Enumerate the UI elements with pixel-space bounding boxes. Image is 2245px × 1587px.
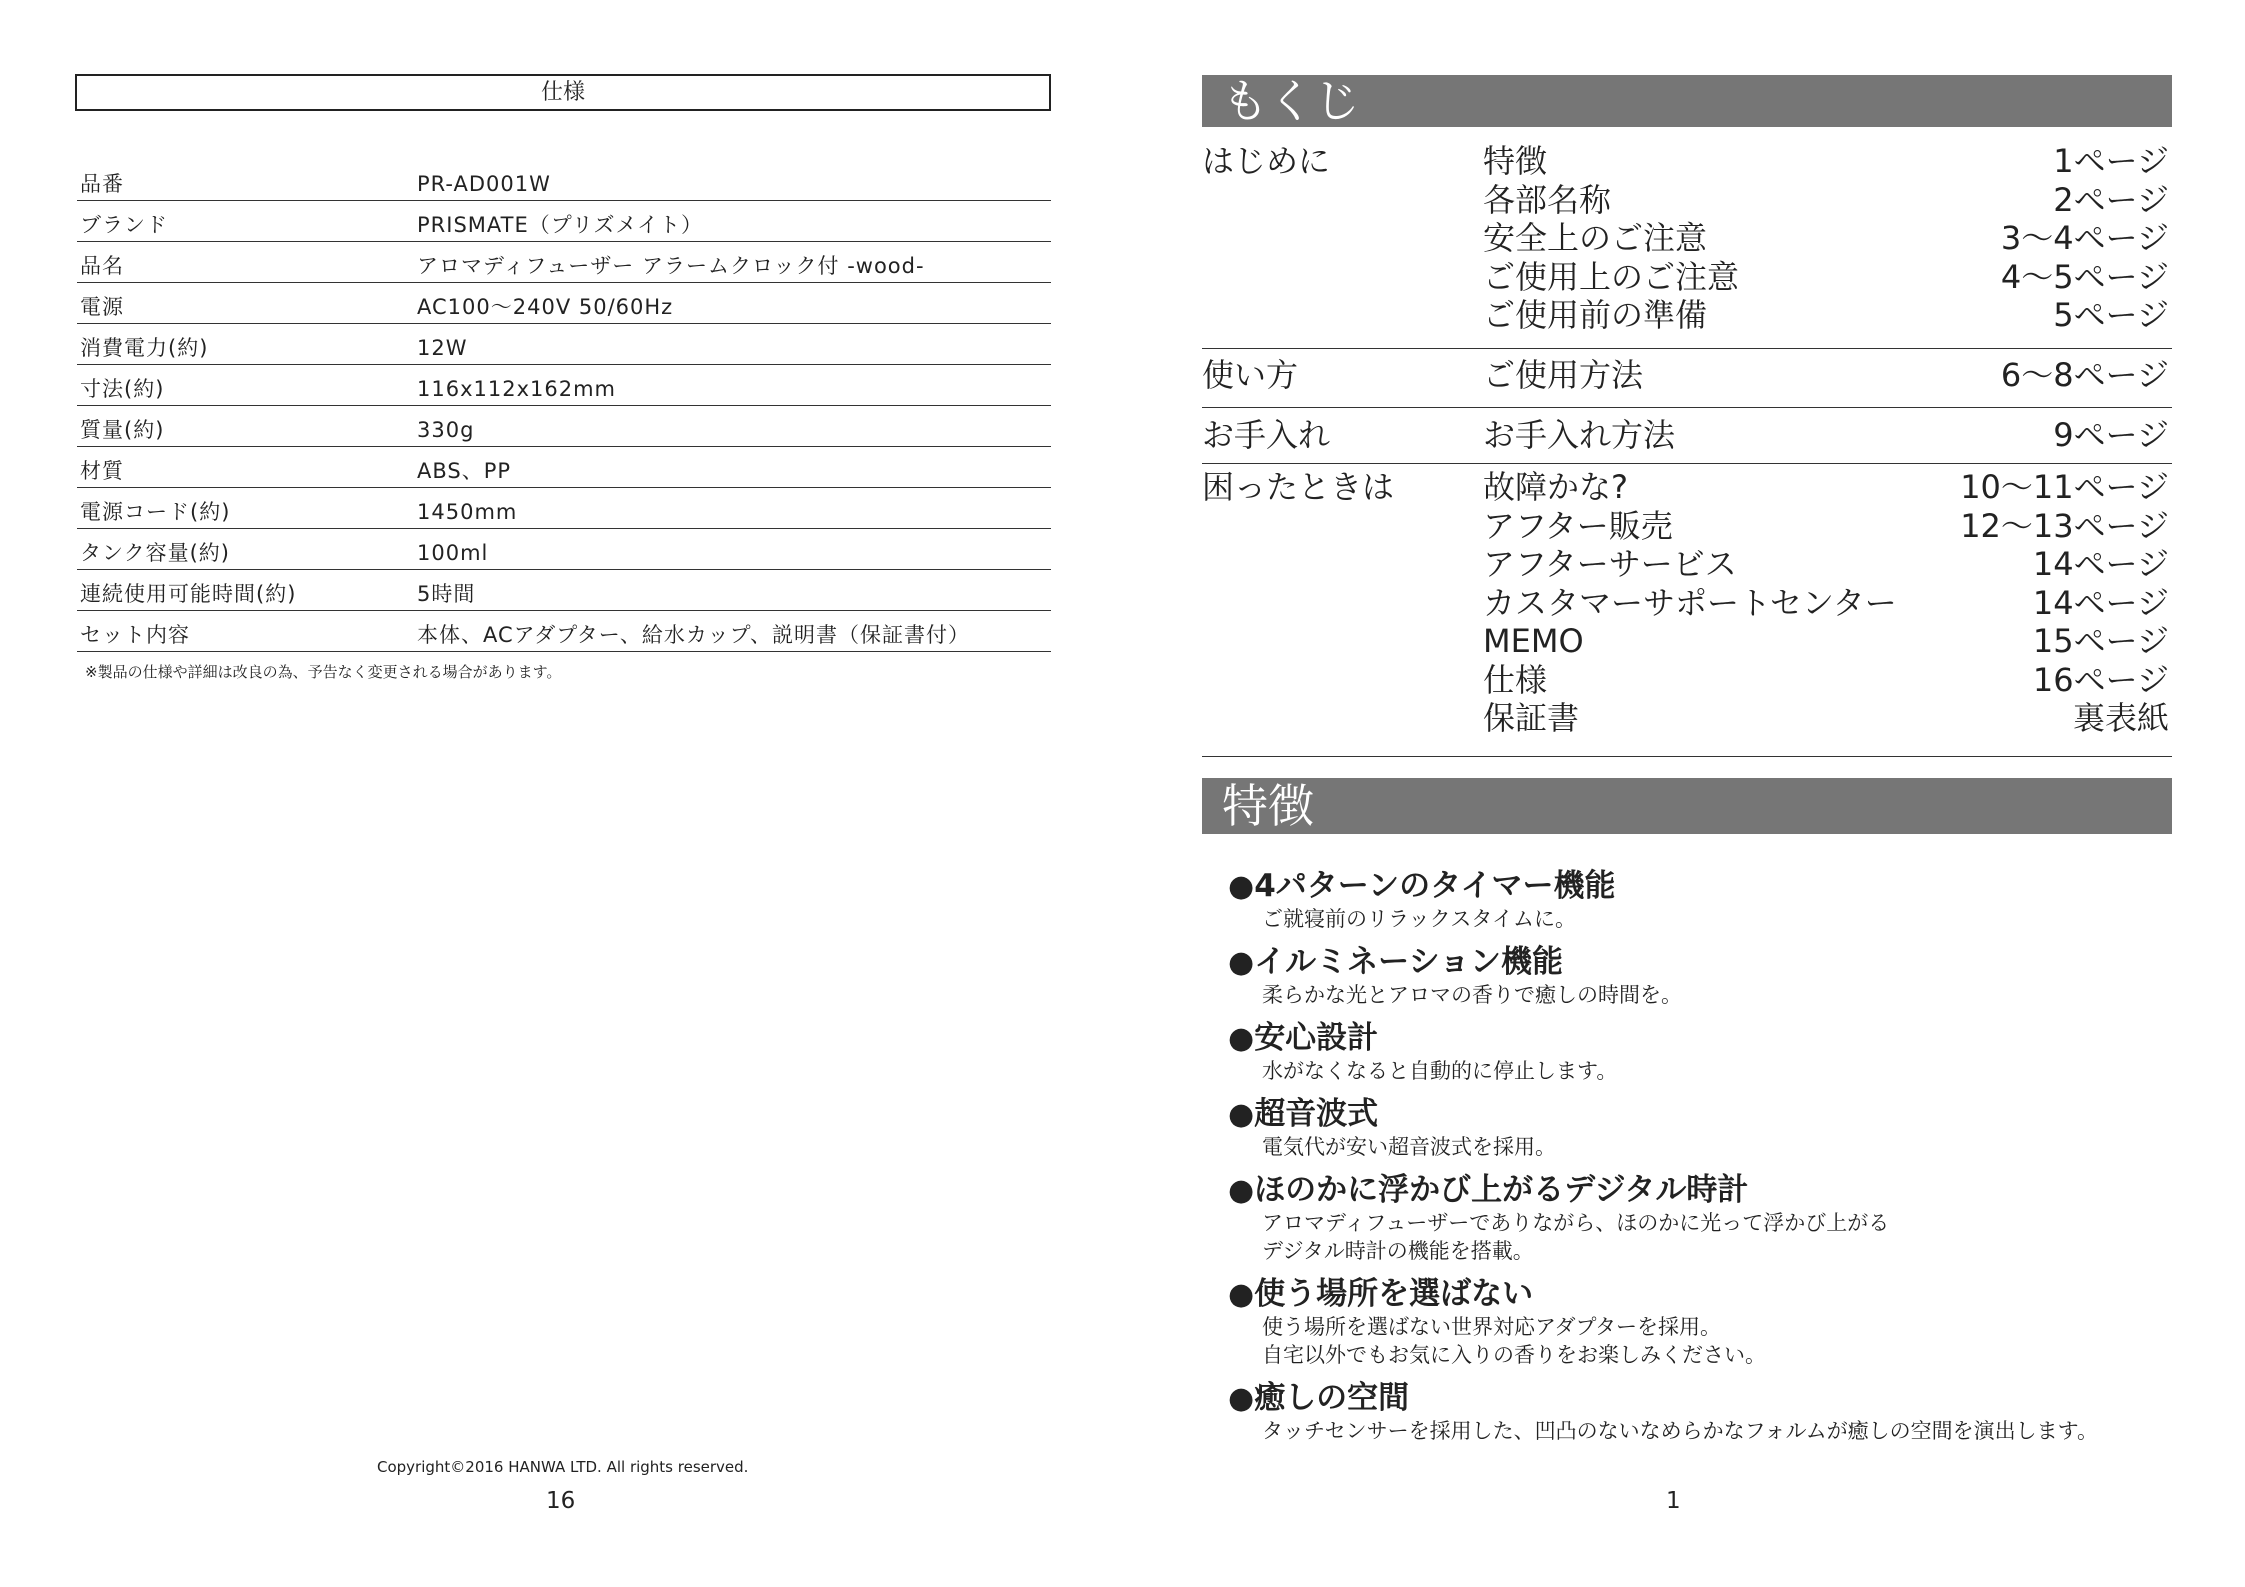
spec-row (77, 365, 1051, 406)
feature-title-line (1228, 1380, 2178, 1417)
feature-title-line (1228, 1096, 2178, 1133)
toc-item[interactable] (1483, 661, 2172, 700)
spec-row (77, 570, 1051, 611)
spec-key: 電源コード(約) (80, 500, 231, 524)
toc-item[interactable] (1483, 622, 2172, 661)
toc-item-page: 9ページ (2053, 416, 2169, 454)
toc-item[interactable] (1483, 545, 2172, 584)
toc-item-page: 2ページ (2053, 180, 2169, 219)
feature-title-line (1228, 1020, 2178, 1057)
toc-item-page: 14ページ (2032, 545, 2169, 583)
features-list (1228, 868, 2178, 1456)
bullet-icon: ● (1228, 869, 1255, 904)
spec-note: ※製品の仕様や詳細は改良の為、予告なく変更される場合があります。 (85, 663, 562, 681)
feature-title: 安心設計 (1254, 1020, 1379, 1056)
toc-item[interactable] (1483, 181, 2172, 220)
toc-item-page: 1ページ (2053, 142, 2169, 180)
spec-row (77, 160, 1051, 201)
toc-item[interactable] (1483, 416, 2172, 455)
feature-item (1228, 1276, 2178, 1369)
spec-key: 材質 (80, 459, 124, 483)
toc-item-page: 16ページ (2032, 660, 2169, 699)
toc-section-tsukaikata (1202, 356, 2172, 408)
feature-desc: 電気代が安い超音波式を採用。 (1262, 1135, 1556, 1159)
features-heading: 特徴 (1202, 778, 2172, 834)
toc-item-title: カスタマーサポートセンター (1483, 583, 1897, 622)
spec-value: AC100～240V 50/60Hz (417, 295, 674, 319)
feature-title-line (1228, 1172, 2178, 1209)
bullet-icon: ● (1228, 1021, 1255, 1056)
toc-item[interactable] (1483, 142, 2172, 181)
toc-item-page: 6～8ページ (2000, 356, 2169, 394)
toc-item-title: 仕様 (1483, 660, 1548, 699)
feature-title: 使う場所を選ばない (1254, 1276, 1534, 1312)
toc-category: 困ったときは (1202, 468, 1395, 506)
feature-item (1228, 1172, 2178, 1265)
feature-title: 超音波式 (1254, 1096, 1379, 1132)
toc-category: 使い方 (1202, 356, 1299, 394)
spec-value: 12W (417, 336, 468, 360)
feature-title: 4パターンのタイマー機能 (1254, 868, 1616, 904)
toc-item-title: お手入れ方法 (1483, 416, 1676, 454)
feature-desc: タッチセンサーを採用した、凹凸のないなめらかなフォルムが癒しの空間を演出します。 (1262, 1419, 2099, 1443)
toc-section-hajimeni (1202, 142, 2172, 349)
feature-desc: 使う場所を選ばない世界対応アダプターを採用。 (1262, 1315, 1722, 1339)
spec-row (77, 406, 1051, 447)
toc-category: はじめに (1202, 142, 1331, 180)
spec-key: 品番 (80, 172, 124, 196)
toc-item-page: 3～4ページ (2000, 219, 2169, 257)
toc-heading: もくじ (1202, 75, 2172, 127)
toc-item-page: 裏表紙 (2072, 699, 2169, 737)
spec-key: セット内容 (80, 623, 190, 647)
spec-value: 100ml (417, 541, 489, 565)
feature-desc: 自宅以外でもお気に入りの香りをお楽しみください。 (1262, 1343, 1766, 1367)
toc-section-oteire (1202, 416, 2172, 464)
spec-value: PRISMATE（プリズメイト） (417, 213, 704, 237)
spec-row (77, 242, 1051, 283)
feature-desc: 柔らかな光とアロマの香りで癒しの時間を。 (1262, 983, 1682, 1007)
toc-item-title: ご使用前の準備 (1483, 296, 1708, 334)
spec-key: 品名 (80, 254, 124, 278)
toc-item-title: 故障かな? (1483, 468, 1628, 506)
toc-item-title: 各部名称 (1483, 180, 1612, 219)
toc-item-title: アフターサービス (1483, 545, 1737, 583)
toc-item-page: 5ページ (2053, 296, 2169, 334)
toc-item[interactable] (1483, 468, 2172, 507)
feature-item (1228, 868, 2178, 933)
spec-row (77, 201, 1051, 242)
spec-key: 寸法(約) (80, 377, 165, 401)
spec-key: 消費電力(約) (80, 336, 209, 360)
toc-item[interactable] (1483, 584, 2172, 623)
bullet-icon: ● (1228, 1277, 1255, 1312)
toc-item-title: 安全上のご注意 (1483, 219, 1708, 257)
toc-item-title: アフター販売 (1483, 506, 1673, 545)
spec-row (77, 283, 1051, 324)
toc-item[interactable] (1483, 258, 2172, 297)
toc-item[interactable] (1483, 296, 2172, 335)
spec-value: 330g (417, 418, 475, 442)
toc-item-page: 12～13ページ (1960, 506, 2169, 545)
page-number-right: 1 (1666, 1488, 1681, 1514)
toc-item-page: 15ページ (2032, 622, 2169, 660)
feature-item (1228, 944, 2178, 1009)
bullet-icon: ● (1228, 1173, 1255, 1208)
bullet-icon: ● (1228, 1097, 1255, 1132)
feature-desc: ご就寝前のリラックスタイムに。 (1262, 907, 1576, 931)
copyright: Copyright©2016 HANWA LTD. All rights reserved. (377, 1458, 749, 1476)
feature-desc: アロマディフューザーでありながら、ほのかに光って浮かび上がる (1262, 1211, 1890, 1235)
feature-title: 癒しの空間 (1254, 1380, 1410, 1416)
bullet-icon: ● (1228, 1381, 1255, 1416)
spec-row (77, 324, 1051, 365)
spec-value: 本体、ACアダプター、給水カップ、説明書（保証書付） (417, 623, 970, 647)
feature-desc: デジタル時計の機能を搭載。 (1262, 1239, 1534, 1263)
toc-item-title: MEMO (1483, 622, 1584, 660)
spec-key: 連続使用可能時間(約) (80, 582, 297, 606)
spec-value: PR-AD001W (417, 172, 551, 196)
spec-row (77, 488, 1051, 529)
toc-item-title: ご使用上のご注意 (1483, 257, 1740, 296)
toc-item[interactable] (1483, 699, 2172, 738)
feature-title-line (1228, 1276, 2178, 1313)
toc-item[interactable] (1483, 356, 2172, 395)
toc-item-title: 保証書 (1483, 699, 1580, 737)
toc-item[interactable] (1483, 507, 2172, 546)
feature-item (1228, 1380, 2178, 1445)
toc-section-komatta (1202, 468, 2172, 757)
spec-value: 5時間 (417, 582, 476, 606)
toc-item[interactable] (1483, 219, 2172, 258)
spec-table (77, 160, 1051, 652)
feature-title-line (1228, 944, 2178, 981)
feature-desc: 水がなくなると自動的に停止します。 (1262, 1059, 1618, 1083)
spec-value: アロマディフューザー アラームクロック付 -wood- (417, 254, 925, 278)
spec-key: 電源 (80, 295, 124, 319)
spec-value: ABS、PP (417, 459, 512, 483)
toc-item-title: 特徴 (1483, 142, 1548, 180)
toc-item-page: 14ページ (2032, 583, 2169, 622)
feature-title-line (1228, 868, 2178, 905)
toc-category: お手入れ (1202, 416, 1331, 454)
spec-value: 116x112x162mm (417, 377, 617, 401)
spec-row (77, 529, 1051, 570)
toc-item-page: 10～11ページ (1960, 468, 2169, 506)
feature-title: イルミネーション機能 (1254, 944, 1563, 980)
toc-item-title: ご使用方法 (1483, 356, 1644, 394)
spec-key: ブランド (80, 213, 168, 237)
spec-row (77, 447, 1051, 488)
feature-item (1228, 1020, 2178, 1085)
spec-header: 仕様 (75, 74, 1051, 111)
spec-key: タンク容量(約) (80, 541, 230, 565)
feature-title: ほのかに浮かび上がるデジタル時計 (1254, 1172, 1749, 1208)
spec-row (77, 611, 1051, 652)
bullet-icon: ● (1228, 945, 1255, 980)
spec-value: 1450mm (417, 500, 518, 524)
feature-item (1228, 1096, 2178, 1161)
spec-key: 質量(約) (80, 418, 165, 442)
page-number-left: 16 (546, 1488, 576, 1514)
toc-item-page: 4～5ページ (2000, 257, 2169, 296)
